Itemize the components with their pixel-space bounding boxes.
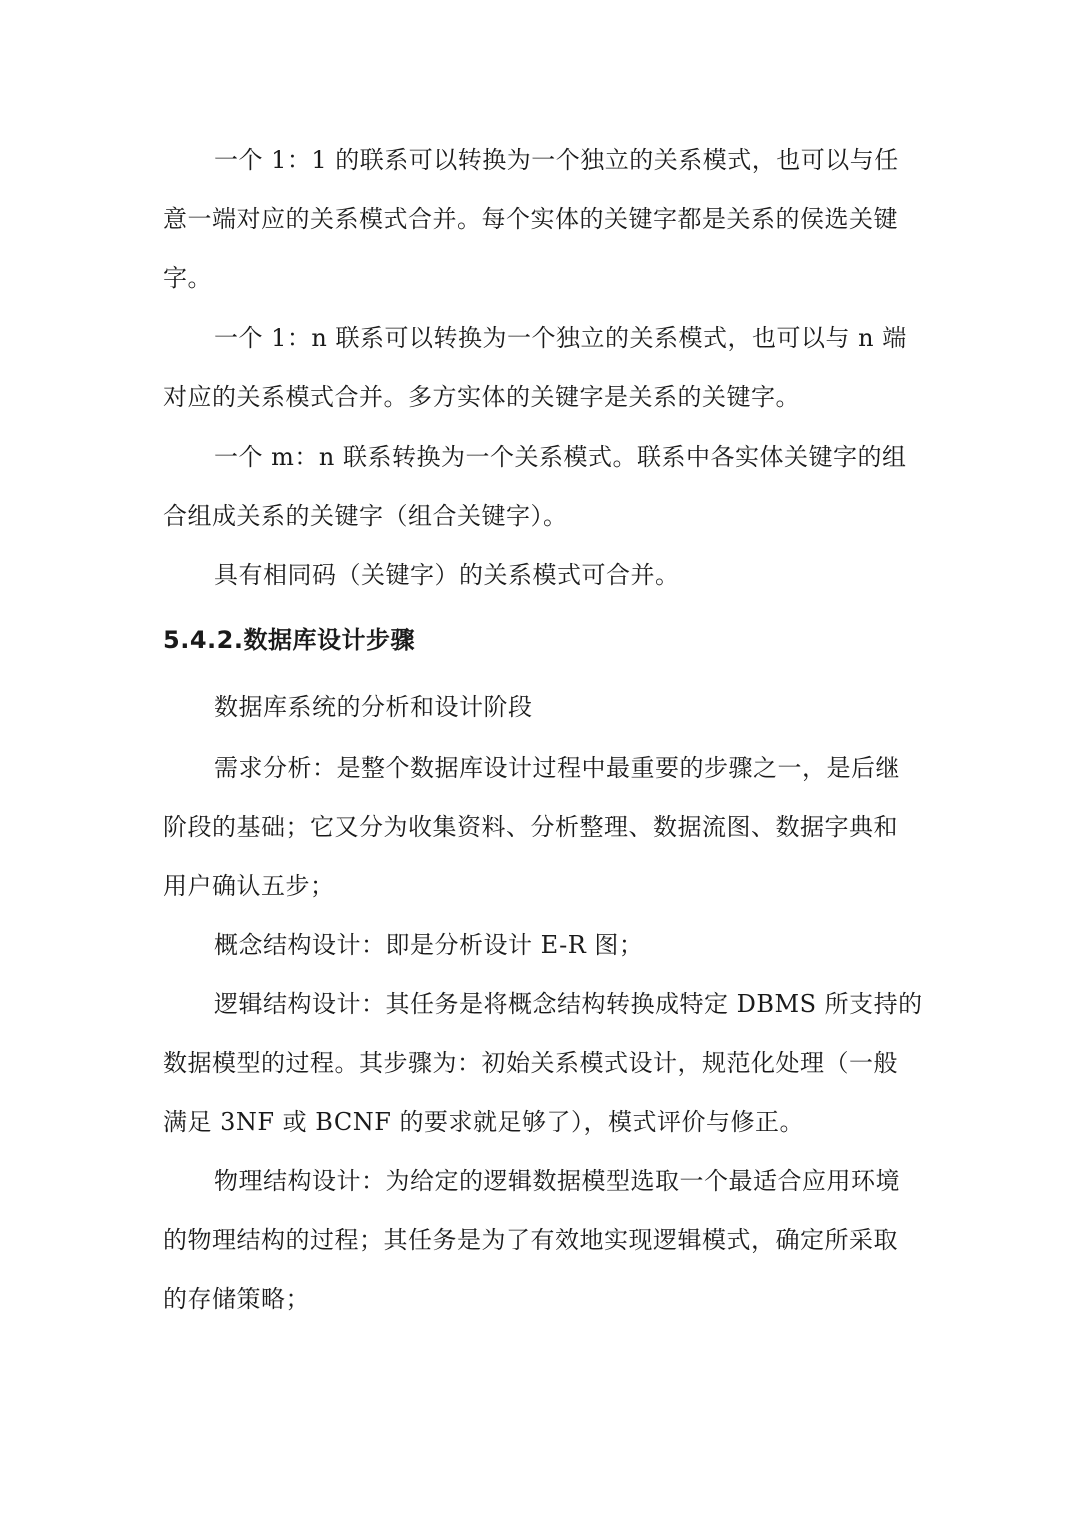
section-paragraph-4-line-2: 数据模型的过程。其步骤为：初始关系模式设计，规范化处理（一般	[163, 1049, 898, 1077]
section-paragraph-4-line-3: 满足 3NF 或 BCNF 的要求就足够了），模式评价与修正。	[163, 1108, 805, 1136]
section-heading: 5.4.2.数据库设计步骤	[163, 626, 415, 654]
paragraph-1-line-1: 一个 1：1 的联系可以转换为一个独立的关系模式，也可以与任	[214, 146, 899, 174]
section-paragraph-5-line-2: 的物理结构的过程；其任务是为了有效地实现逻辑模式，确定所采取	[163, 1226, 898, 1254]
section-paragraph-2-line-1: 需求分析：是整个数据库设计过程中最重要的步骤之一，是后继	[214, 754, 900, 782]
section-paragraph-2-line-2: 阶段的基础；它又分为收集资料、分析整理、数据流图、数据字典和	[163, 813, 898, 841]
paragraph-4-line-1: 具有相同码（关键字）的关系模式可合并。	[214, 561, 680, 589]
paragraph-2-line-1: 一个 1：n 联系可以转换为一个独立的关系模式，也可以与 n 端	[214, 324, 907, 352]
section-paragraph-4-line-1: 逻辑结构设计：其任务是将概念结构转换成特定 DBMS 所支持的	[214, 990, 923, 1018]
section-paragraph-2-line-3: 用户确认五步；	[163, 872, 335, 900]
paragraph-1-line-3: 字。	[163, 264, 212, 292]
paragraph-1-line-2: 意一端对应的关系模式合并。每个实体的关键字都是关系的侯选关键	[163, 205, 898, 233]
section-paragraph-3-line-1: 概念结构设计：即是分析设计 E-R 图；	[214, 931, 644, 959]
section-paragraph-5-line-1: 物理结构设计：为给定的逻辑数据模型选取一个最适合应用环境	[214, 1167, 900, 1195]
paragraph-3-line-2: 合组成关系的关键字（组合关键字）。	[163, 502, 568, 530]
paragraph-3-line-1: 一个 m：n 联系转换为一个关系模式。联系中各实体关键字的组	[214, 443, 907, 471]
paragraph-2-line-2: 对应的关系模式合并。多方实体的关键字是关系的关键字。	[163, 383, 800, 411]
section-paragraph-5-line-3: 的存储策略；	[163, 1285, 310, 1313]
section-paragraph-1-line-1: 数据库系统的分析和设计阶段	[214, 693, 533, 721]
